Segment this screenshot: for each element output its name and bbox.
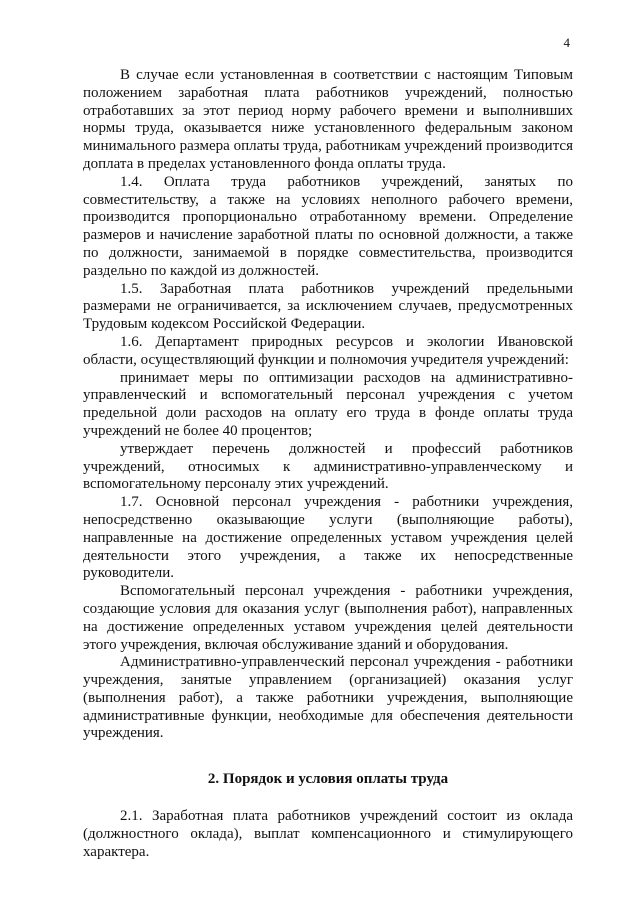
page-number: 4 (563, 35, 570, 50)
paragraph-admin-staff: Административно-управленческий персонал учреждения - работники учреждения, занятые управлением (организацией) оказания услуг (выполнения работ), а также работники учреждения, выполняющие административные функции, необходимые для обеспечения деятельности учреждения. (83, 654, 573, 742)
section-heading: 2. Порядок и условия оплаты труда (207, 771, 449, 788)
paragraph-1-5: 1.5. Заработная плата работников учреждений предельными размерами не ограничивается, за исключением случаев, предусмотренных Трудовым кодексом Российской Федерации. (83, 280, 573, 333)
paragraph-1-6-item-optimization: принимает меры по оптимизации расходов на административно-управленческий и вспомогательный персонал учреждения с учетом предельной доли расходов на оплату его труда в фонде оплаты труда учреждений не более 40 процентов; (83, 369, 573, 439)
paragraph-1-7: 1.7. Основной персонал учреждения - работники учреждения, непосредственно оказывающие услуги (выполняющие работы), направленные на достижение определенных уставом учреждения целей деятельности этого учреждения, а также их непосредственные руководители. (83, 494, 573, 582)
paragraph-support-staff: Вспомогательный персонал учреждения - работники учреждения, создающие условия для оказания услуг (выполнения работ), направленных на достижение определенных уставом учреждения целей деятельности этого учреждения, включая обслуживание зданий и оборудования. (83, 583, 573, 653)
document-body (83, 67, 573, 862)
paragraph-minimum-wage-supplement: В случае если установленная в соответствии с настоящим Типовым положением заработная плата работников учреждений, полностью отработавших за этот период норму рабочего времени и выполнивших нормы труда, оказывается ниже установленного федеральным законом минимального размера оплаты труда, работникам учреждений производится доплата в пределах установленного фонда оплаты труда. (83, 67, 573, 172)
paragraph-1-6: 1.6. Департамент природных ресурсов и экологии Ивановской области, осуществляющий функции и полномочия учредителя учреждений: (83, 333, 573, 368)
paragraph-2-1: 2.1. Заработная плата работников учреждений состоит из оклада (должностного оклада), выплат компенсационного и стимулирующего характера. (83, 808, 573, 860)
paragraph-1-6-item-approval: утверждает перечень должностей и профессий работников учреждений, относимых к административно-управленческому и вспомогательному персоналу этих учреждений. (83, 440, 573, 493)
paragraph-1-4: 1.4. Оплата труда работников учреждений, занятых по совместительству, а также на условиях неполного рабочего времени, производится пропорционально отработанному времени. Определение размеров и начисление заработной платы по основной должности, а также по должности, занимаемой в порядке совместительства, производится раздельно по каждой из должностей. (83, 173, 573, 279)
